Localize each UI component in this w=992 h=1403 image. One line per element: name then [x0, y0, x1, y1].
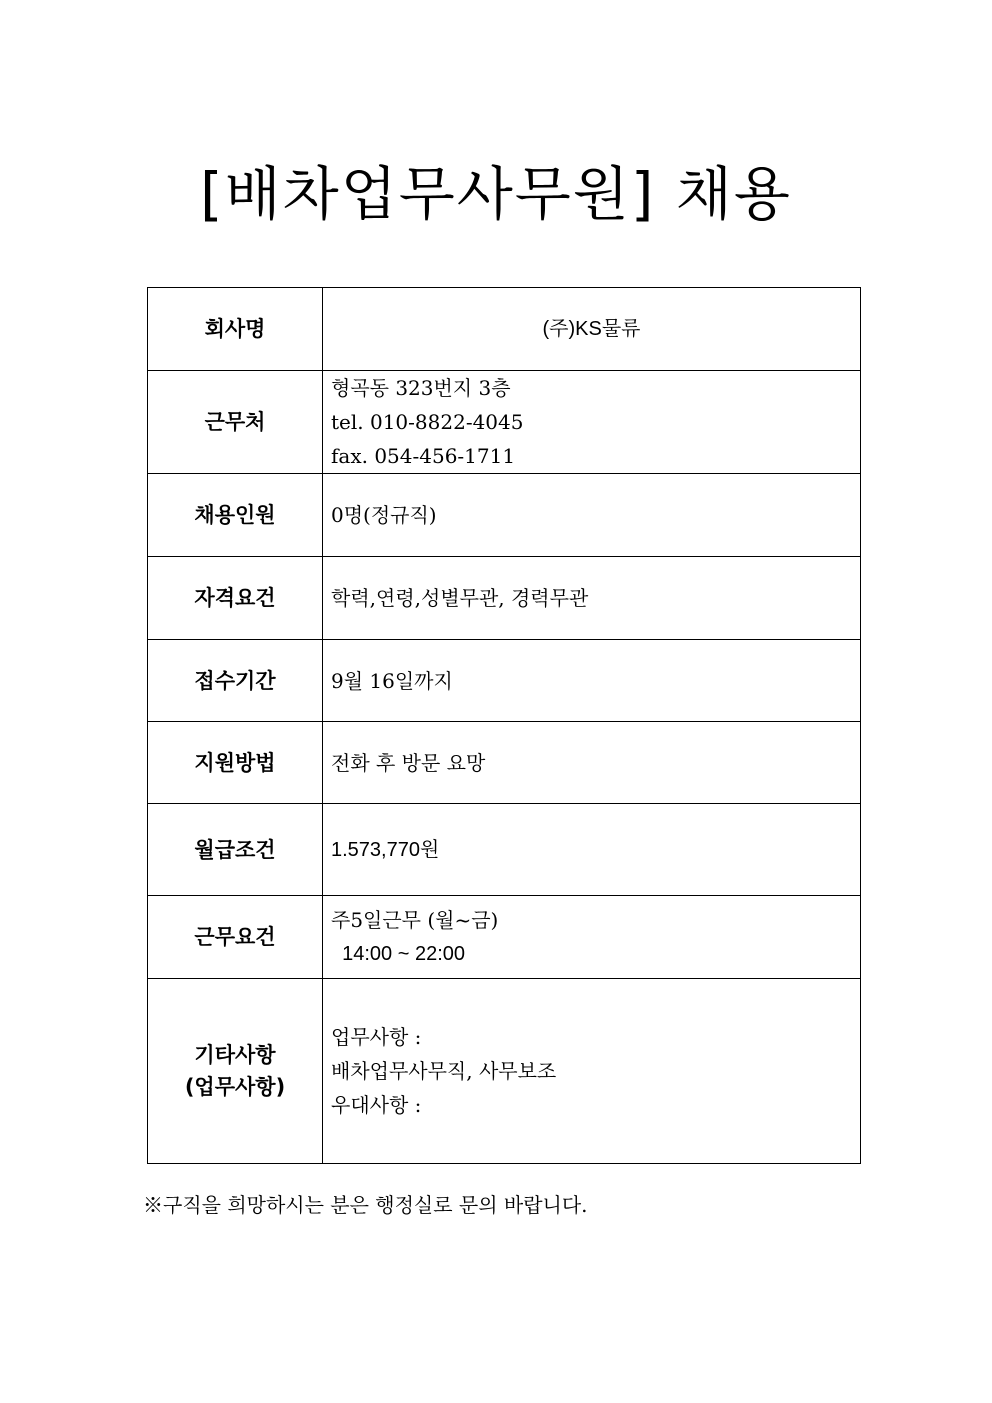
workplace-address: 형곡동 323번지 3층: [331, 376, 511, 400]
headcount-text: 0명(정규직): [331, 503, 437, 527]
value-application-period: [323, 640, 861, 722]
label-other-line2: (업무사항): [184, 1075, 286, 1099]
value-headcount: [323, 474, 861, 557]
company-name: (주)KS물류: [542, 318, 641, 340]
label-work-conditions: 근무요건: [148, 896, 323, 979]
label-application-method: 지원방법: [148, 722, 323, 804]
qualifications-text: 학력,연령,성별무관, 경력무관: [331, 586, 589, 610]
value-company: [323, 288, 861, 371]
table-row-qualifications: [148, 557, 861, 640]
value-application-method: [323, 722, 861, 804]
preferences-heading: 우대사항 :: [331, 1093, 422, 1117]
value-work-conditions: [323, 896, 861, 979]
label-other-line1: 기타사항: [194, 1043, 276, 1067]
value-other: [323, 979, 861, 1164]
table-row-application-period: [148, 640, 861, 722]
page-title: [배차업무사무원] 채용: [200, 160, 792, 228]
table-row-salary: [148, 804, 861, 896]
work-days-text: 주5일근무 (월~금): [331, 908, 499, 932]
value-workplace: [323, 371, 861, 474]
label-application-period: 접수기간: [148, 640, 323, 722]
label-qualifications: 자격요건: [148, 557, 323, 640]
work-hours-text: 14:00 ~ 22:00: [331, 943, 466, 965]
value-qualifications: [323, 557, 861, 640]
duties-heading: 업무사항 :: [331, 1025, 422, 1049]
label-company: 회사명: [148, 288, 323, 371]
table-row-workplace: [148, 371, 861, 474]
label-headcount: 채용인원: [148, 474, 323, 557]
footnote: ※구직을 희망하시는 분은 행정실로 문의 바랍니다.: [143, 1193, 588, 1217]
application-method-text: 전화 후 방문 요망: [331, 750, 486, 775]
application-period-text: 9월 16일까지: [331, 668, 453, 693]
table-row-other: [148, 979, 861, 1164]
table-row-headcount: [148, 474, 861, 557]
table-row-company: [148, 288, 861, 371]
workplace-fax: fax. 054-456-1711: [331, 444, 516, 468]
recruitment-info-table: [147, 287, 861, 1164]
table-row-work-conditions: [148, 896, 861, 979]
value-salary: [323, 804, 861, 896]
salary-text: 1.573,770원: [331, 838, 440, 861]
label-salary: 월급조건: [148, 804, 323, 896]
duties-text: 배차업무사무직, 사무보조: [331, 1059, 557, 1083]
table-row-application-method: [148, 722, 861, 804]
workplace-phone: tel. 010-8822-4045: [331, 410, 524, 434]
label-workplace: 근무처: [148, 371, 323, 474]
label-other: [148, 979, 323, 1164]
